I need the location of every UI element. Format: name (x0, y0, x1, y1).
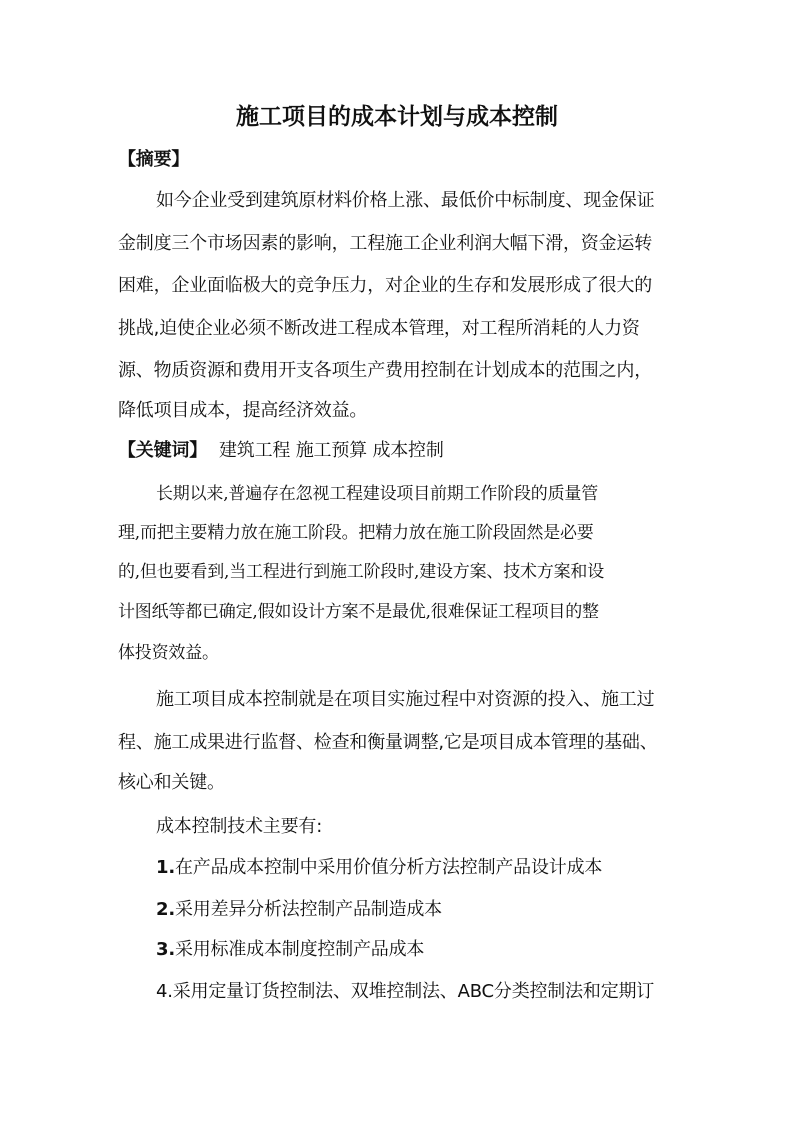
keywords-line (118, 438, 444, 464)
list-item-number: 4. (156, 981, 173, 1002)
list-item-text: 在产品成本控制中采用价值分析方法控制产品设计成本 (174, 857, 603, 878)
list-item (156, 897, 442, 923)
keywords-heading: 【关键词】 (118, 440, 207, 461)
list-item-number: 3. (156, 939, 175, 960)
paragraph-line: 施工项目成本控制就是在项目实施过程中对资源的投入、施工过 (156, 689, 655, 710)
abstract-line: 挑战,迫使企业必须不断改进工程成本管理，对工程所消耗的人力资 (118, 318, 640, 339)
paragraph-line: 长期以来,普遍存在忽视工程建设项目前期工作阶段的质量管 (156, 484, 599, 504)
list-item-number: 2. (156, 899, 175, 920)
list-item-text: 采用定量订货控制法、双堆控制法、ABC分类控制法和定期订 (172, 981, 655, 1002)
paragraph-line: 计图纸等都已确定,假如设计方案不是最优,很难保证工程项目的整 (118, 602, 599, 622)
list-item (156, 855, 602, 881)
paragraph-line: 程、施工成果进行监督、检查和衡量调整,它是项目成本管理的基础、 (118, 732, 658, 753)
abstract-line: 源、物质资源和费用开支各项生产费用控制在计划成本的范围之内， (118, 360, 652, 381)
abstract-line: 降低项目成本，提高经济效益。 (118, 400, 368, 421)
list-item (156, 979, 654, 1005)
keywords-terms: 建筑工程 施工预算 成本控制 (219, 440, 444, 461)
abstract-line: 金制度三个市场因素的影响，工程施工企业利润大幅下滑，资金运转 (118, 233, 652, 254)
abstract-line: 如今企业受到建筑原材料价格上涨、最低价中标制度、现金保证 (156, 190, 655, 211)
techniques-intro: 成本控制技术主要有: (156, 816, 323, 837)
abstract-line: 困难，企业面临极大的竞争压力，对企业的生存和发展形成了很大的 (118, 275, 652, 296)
paragraph-line: 理,而把主要精力放在施工阶段。把精力放在施工阶段固然是必要 (118, 523, 594, 543)
document-title: 施工项目的成本计划与成本控制 (236, 103, 558, 130)
list-item-text: 采用差异分析法控制产品制造成本 (174, 899, 442, 920)
paragraph-line: 体投资效益。 (118, 643, 219, 663)
abstract-heading: 【摘要】 (118, 149, 190, 170)
list-item (156, 937, 424, 963)
list-item-text: 采用标准成本制度控制产品成本 (174, 939, 425, 960)
paragraph-line: 核心和关键。 (118, 772, 225, 793)
paragraph-line: 的,但也要看到,当工程进行到施工阶段时,建设方案、技术方案和设 (118, 562, 605, 582)
list-item-number: 1. (156, 857, 175, 878)
